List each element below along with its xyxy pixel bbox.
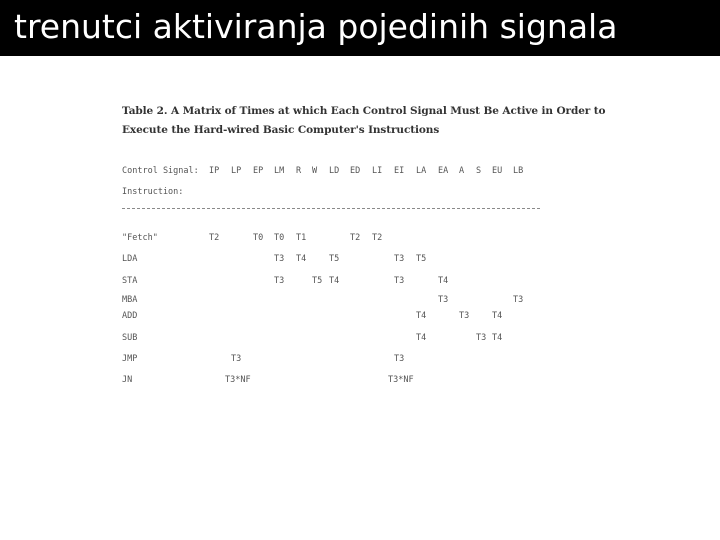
signal-header-ip: IP xyxy=(209,166,220,176)
time-cell-ei: T3*NF xyxy=(388,375,414,385)
time-cell-la: T4 xyxy=(416,333,427,343)
signal-header-s: S xyxy=(476,166,482,176)
time-cell-lp: T3*NF xyxy=(225,375,251,385)
signal-header-li: LI xyxy=(372,166,383,176)
row-label: "Fetch" xyxy=(122,233,158,243)
table-caption-line-1: Table 2. A Matrix of Times at which Each Control Signal Must Be Active in Order to xyxy=(122,105,606,117)
signal-header-ei: EI xyxy=(394,166,405,176)
time-cell-la: T5 xyxy=(416,254,427,264)
signal-header-lb: LB xyxy=(513,166,524,176)
signal-header-la: LA xyxy=(416,166,427,176)
time-cell-ei: T3 xyxy=(394,276,405,286)
row-label: LDA xyxy=(122,254,138,264)
time-cell-ei: T3 xyxy=(394,354,405,364)
time-cell-ei: T3 xyxy=(394,254,405,264)
signal-header-lp: LP xyxy=(231,166,242,176)
time-cell-eu: T4 xyxy=(492,333,503,343)
row-label: ADD xyxy=(122,311,138,321)
time-cell-w: T5 xyxy=(312,276,323,286)
time-cell-eu: T4 xyxy=(492,311,503,321)
signal-header-a: A xyxy=(459,166,465,176)
instruction-label: Instruction: xyxy=(122,187,184,197)
row-label: SUB xyxy=(122,333,138,343)
time-cell-r: T4 xyxy=(296,254,307,264)
separator-line xyxy=(122,208,540,209)
signal-header-lm: LM xyxy=(274,166,285,176)
time-cell-la: T4 xyxy=(416,311,427,321)
time-cell-lm: T3 xyxy=(274,276,285,286)
signal-header-w: W xyxy=(312,166,318,176)
signal-header-ep: EP xyxy=(253,166,264,176)
row-label: JN xyxy=(122,375,133,385)
signal-header-ea: EA xyxy=(438,166,449,176)
time-cell-ea: T4 xyxy=(438,276,449,286)
time-cell-ep: T0 xyxy=(253,233,264,243)
row-label: MBA xyxy=(122,295,138,305)
time-cell-lp: T3 xyxy=(231,354,242,364)
table-caption-line-2: Execute the Hard-wired Basic Computer's Instructions xyxy=(122,124,440,136)
time-cell-lb: T3 xyxy=(513,295,524,305)
time-cell-r: T1 xyxy=(296,233,307,243)
time-cell-lm: T3 xyxy=(274,254,285,264)
time-cell-ip: T2 xyxy=(209,233,220,243)
time-cell-ed: T2 xyxy=(350,233,361,243)
time-cell-lm: T0 xyxy=(274,233,285,243)
signal-header-r: R xyxy=(296,166,302,176)
time-cell-ld: T5 xyxy=(329,254,340,264)
time-cell-ea: T3 xyxy=(438,295,449,305)
control-signal-label: Control Signal: xyxy=(122,166,199,176)
time-cell-a: T3 xyxy=(459,311,470,321)
time-cell-s: T3 xyxy=(476,333,487,343)
time-cell-li: T2 xyxy=(372,233,383,243)
signal-header-ld: LD xyxy=(329,166,340,176)
signal-header-ed: ED xyxy=(350,166,361,176)
signal-header-eu: EU xyxy=(492,166,503,176)
slide-title: trenutci aktiviranja pojedinih signala xyxy=(14,7,618,46)
row-label: JMP xyxy=(122,354,138,364)
time-cell-ld: T4 xyxy=(329,276,340,286)
row-label: STA xyxy=(122,276,138,286)
